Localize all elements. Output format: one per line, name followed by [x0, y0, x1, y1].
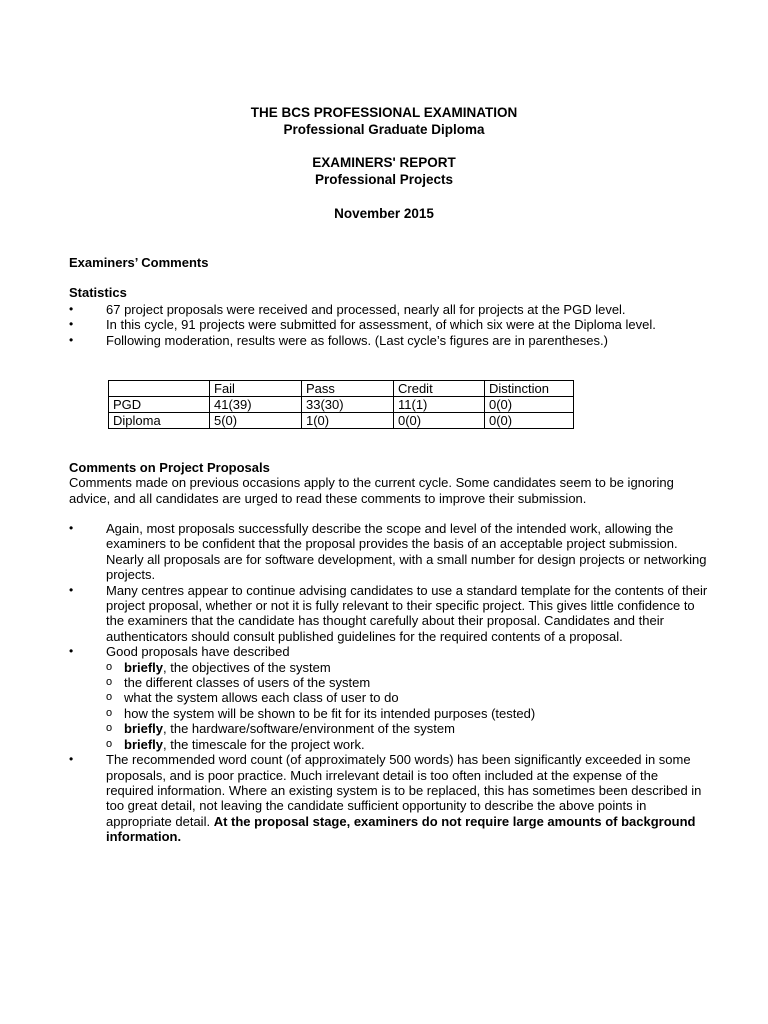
bullet-icon: •: [69, 317, 74, 332]
report-date: November 2015: [334, 206, 434, 221]
list-item: • Again, most proposals successfully describe the scope and level of the intended work, allowing the examiners to be confident that the proposal provides the basis of an acceptable project submission. Nearly all proposals are for software development, with a small number for design projects or networking projects.: [69, 521, 707, 583]
list-item: • Following moderation, results were as follows. (Last cycle’s figures are in parentheses.): [69, 332, 608, 348]
bullet-icon: •: [69, 644, 74, 659]
circle-bullet-icon: o: [106, 660, 113, 673]
circle-bullet-icon: o: [106, 691, 113, 704]
table-cell: 0(0): [485, 413, 574, 429]
table-cell: 11(1): [394, 397, 485, 413]
bullet-icon: •: [69, 332, 74, 347]
circle-bullet-icon: o: [106, 676, 113, 689]
examiners-comments-heading: Examiners’ Comments: [69, 255, 209, 270]
table-cell: Fail: [210, 381, 302, 397]
table-row: [109, 413, 574, 429]
statistics-list: [69, 302, 709, 348]
table-cell: Credit: [394, 381, 485, 397]
exam-title: THE BCS PROFESSIONAL EXAMINATION: [250, 105, 518, 120]
table-cell: [109, 381, 210, 397]
circle-bullet-icon: o: [106, 737, 113, 750]
table-cell: Diploma: [109, 413, 210, 429]
proposals-intro: Comments made on previous occasions apply to the current cycle. Some candidates seem to be ignoring advice, and all candidates are urged to read these comments to improve their submission.: [69, 475, 674, 506]
proposals-list: [69, 521, 709, 845]
sub-list-item: o the different classes of users of the system: [106, 675, 371, 691]
list-item: • In this cycle, 91 projects were submitted for assessment, of which six were at the Diploma level.: [69, 317, 656, 333]
table-cell: 0(0): [394, 413, 485, 429]
proposals-heading: Comments on Project Proposals: [69, 460, 270, 475]
list-item: • 67 project proposals were received and processed, nearly all for projects at the PGD level.: [69, 302, 626, 317]
table-cell: Distinction: [485, 381, 574, 397]
title-header: [0, 104, 768, 138]
list-item: • Many centres appear to continue advising candidates to use a standard template for the contents of their project proposal, whether or not it is fully relevant to their specific project. This gives little confidence to the examiners that the candidate has thought carefully about their proposal. Candidates and their authenticators should consult published guidelines for the required contents of a proposal.: [69, 582, 708, 644]
report-subtitle: Professional Projects: [314, 172, 454, 187]
table-cell: 0(0): [485, 397, 574, 413]
report-title: EXAMINERS' REPORT: [312, 155, 456, 170]
bullet-icon: •: [69, 752, 74, 767]
table-cell: PGD: [109, 397, 210, 413]
bullet-icon: •: [69, 582, 74, 597]
table-header-row: [109, 381, 574, 397]
table-cell: 33(30): [302, 397, 394, 413]
table-cell: 1(0): [302, 413, 394, 429]
bullet-icon: •: [69, 521, 74, 535]
table-cell: Pass: [302, 381, 394, 397]
table-cell: 41(39): [210, 397, 302, 413]
list-item: • Good proposals have described o briefly, the objectives of the system o the different classes of users of the system o what the system allows each class of user to do o how the system will be shown to be fit for its intended purposes (tested) o briefly, the hardware/software/environment of the system o briefly, the timescale for the project work.: [69, 644, 709, 752]
circle-bullet-icon: o: [106, 722, 113, 735]
list-item: • The recommended word count (of approximately 500 words) has been significantly exceeded in some proposals, and is poor practice. Much irrelevant detail is too often included at the expense of the required information. Where an existing system is to be replaced, this has sometimes been described in too great detail, not leaving the candidate sufficient opportunity to describe the above points in appropriate detail. At the proposal stage, examiners do not require large amounts of background information.: [69, 752, 702, 845]
sub-list-item: o what the system allows each class of user to do: [106, 690, 399, 706]
circle-bullet-icon: o: [106, 706, 113, 719]
sub-list-item: o briefly, the timescale for the project work.: [106, 736, 365, 752]
results-table: [108, 380, 574, 429]
diploma-title: Professional Graduate Diploma: [283, 122, 485, 137]
sub-list-item: o how the system will be shown to be fit for its intended purposes (tested): [106, 705, 536, 721]
sub-list-item: o briefly, the objectives of the system: [106, 659, 331, 675]
sub-list: [106, 660, 709, 752]
table-row: [109, 397, 574, 413]
report-header: [0, 154, 768, 188]
table-cell: 5(0): [210, 413, 302, 429]
bullet-icon: •: [69, 302, 74, 316]
statistics-heading: Statistics: [69, 285, 127, 300]
sub-list-item: o briefly, the hardware/software/environment of the system: [106, 721, 455, 737]
